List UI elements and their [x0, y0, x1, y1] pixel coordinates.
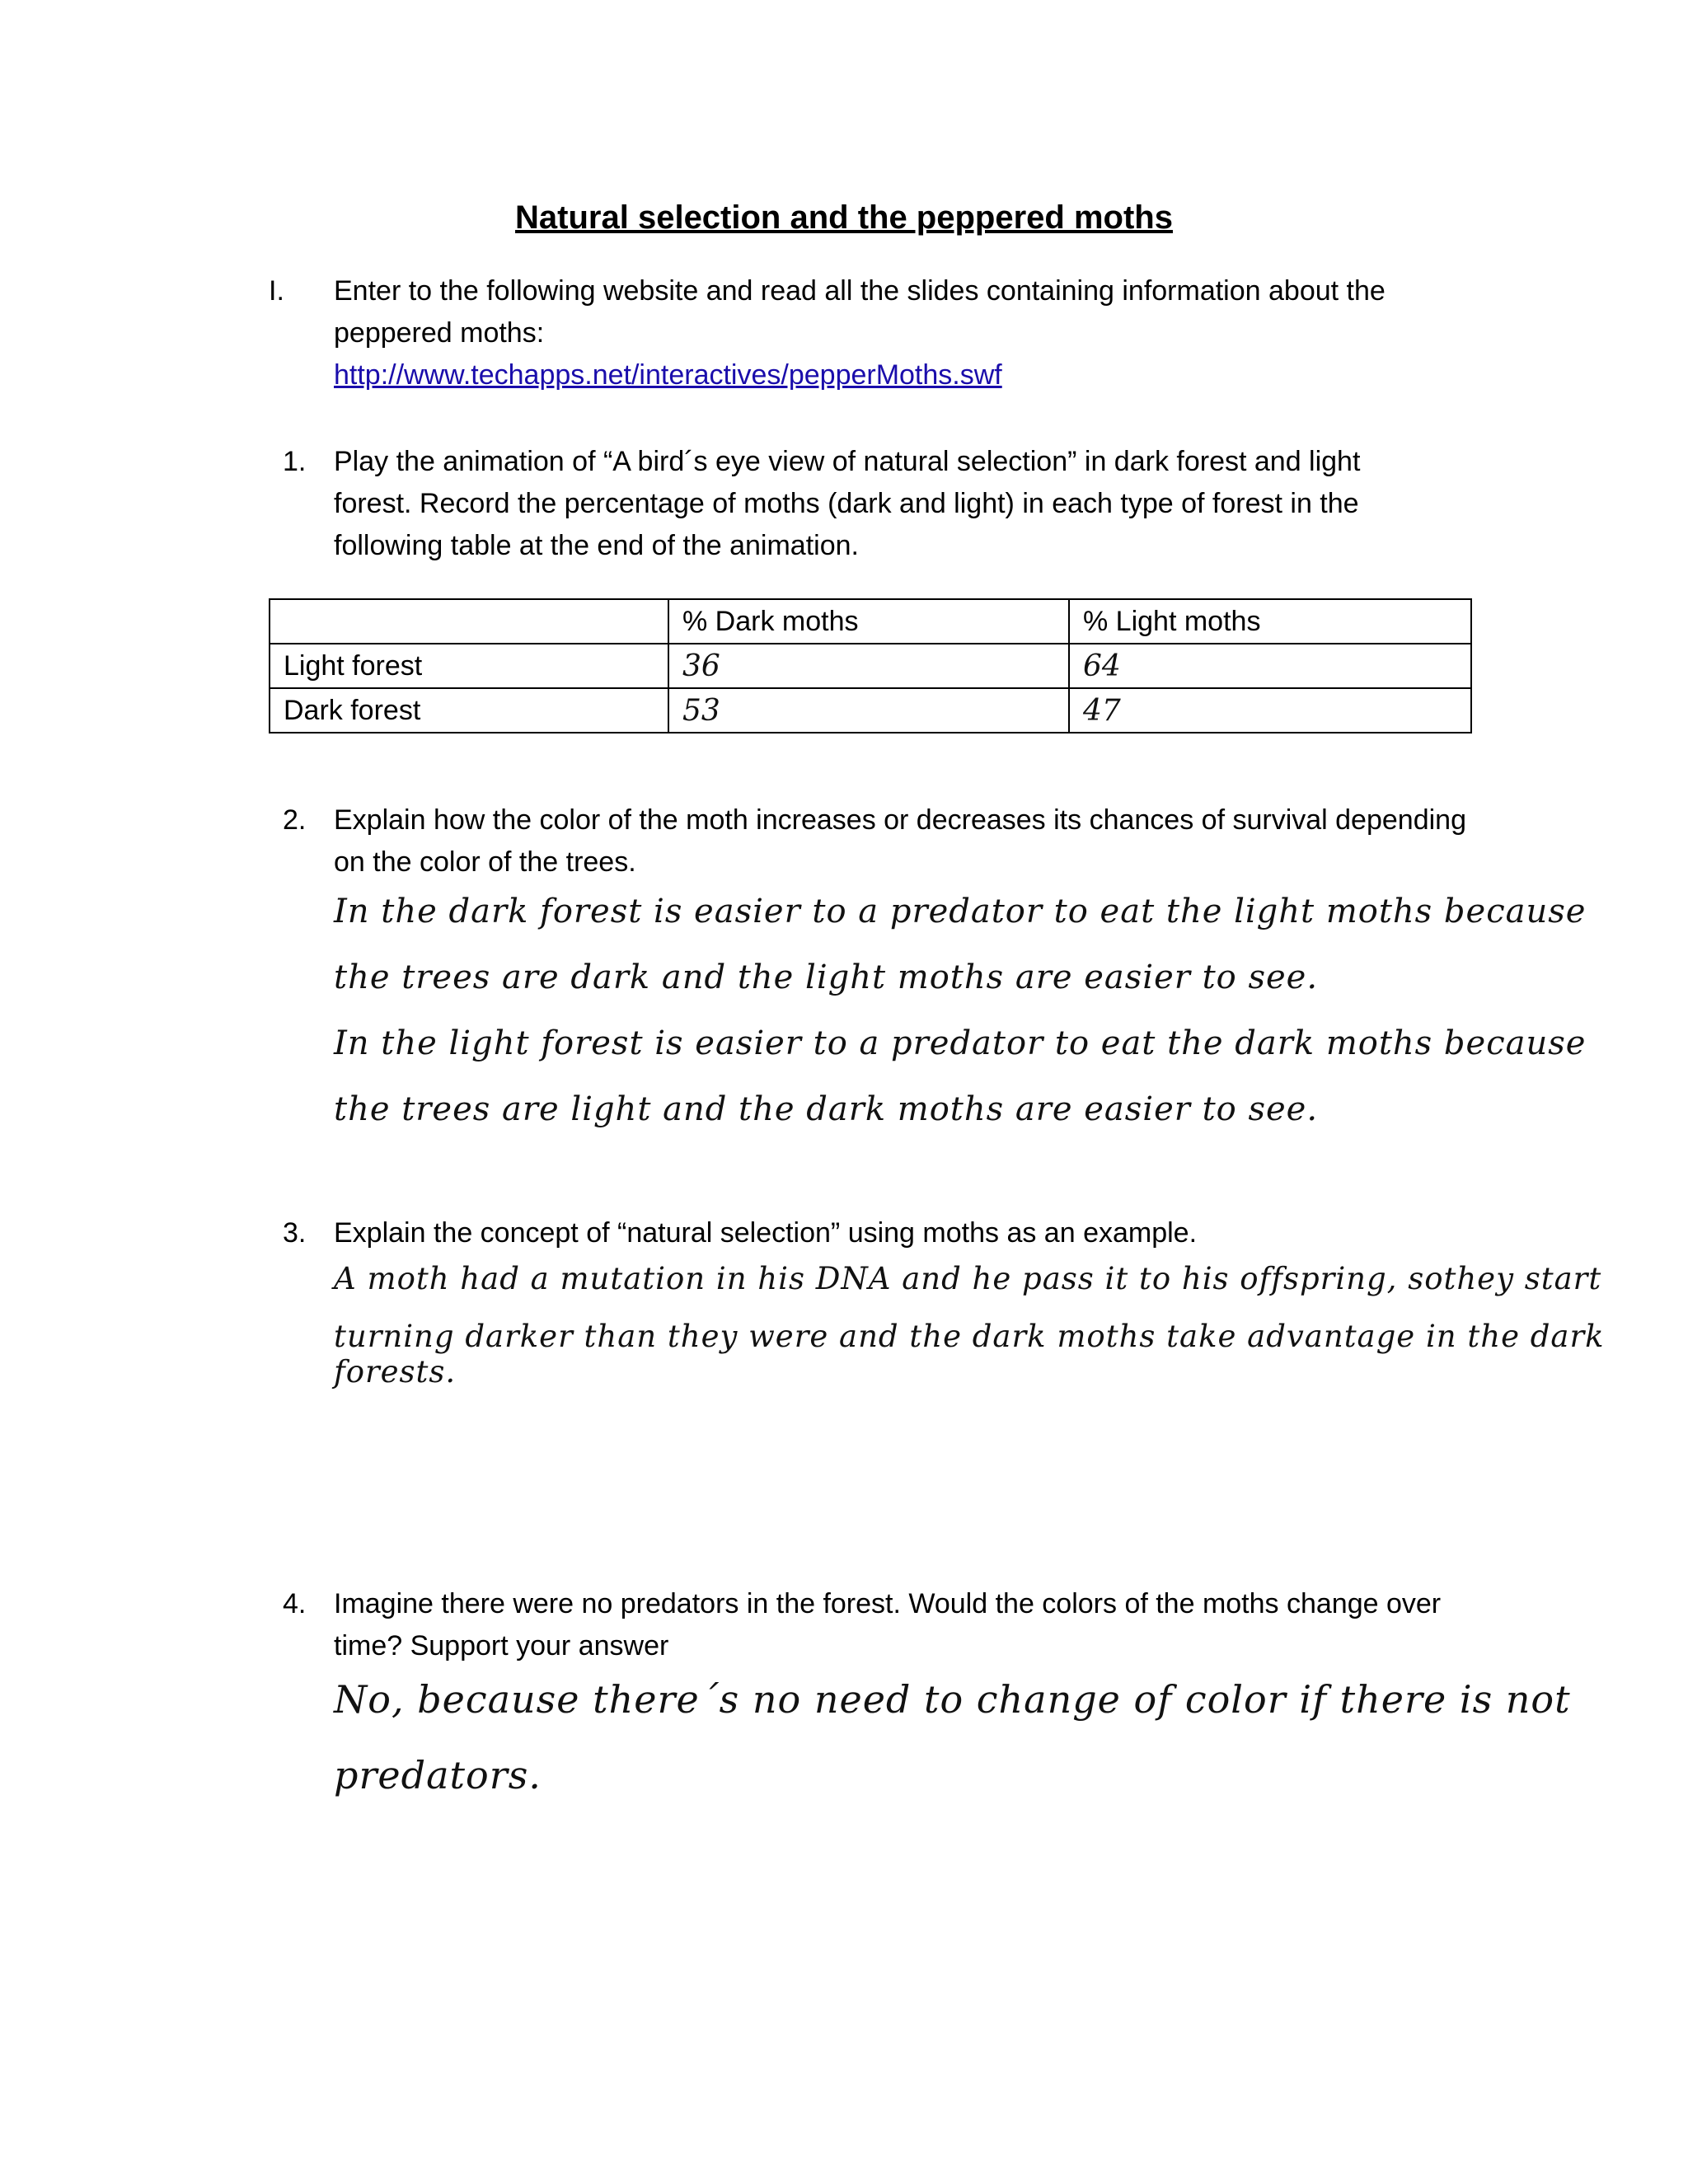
q2-text-line1: Explain how the color of the moth increases or decreases its chances of survival depending [334, 804, 1466, 836]
q4-text-line2: time? Support your answer [334, 1630, 669, 1661]
section-one-text-line1: Enter to the following website and read all the slides containing information about the [334, 275, 1386, 307]
table-row [270, 644, 1471, 688]
table-header-row [270, 599, 1471, 644]
q1-number: 1. [283, 446, 307, 477]
light-moths-value: 47 [1069, 688, 1471, 733]
q2-answer-line: the trees are light and the dark moths are easier to see. [334, 1090, 1319, 1128]
q4-number: 4. [283, 1588, 307, 1619]
q4-answer-line: predators. [334, 1753, 542, 1797]
table-row [270, 688, 1471, 733]
q1-text-line3: following table at the end of the animation. [334, 530, 859, 561]
table-header-cell: % Light moths [1069, 599, 1471, 644]
q3-answer-line: A moth had a mutation in his DNA and he pass it to his offspring, sothey start [334, 1261, 1602, 1296]
dark-moths-value: 53 [668, 688, 1069, 733]
row-label: Light forest [270, 644, 668, 688]
pepper-moths-link[interactable]: http://www.techapps.net/interactives/pepperMoths.swf [334, 359, 1002, 391]
table-header-cell [270, 599, 668, 644]
page-title: Natural selection and the peppered moths [515, 199, 1173, 236]
section-numeral: I. [269, 275, 284, 307]
q2-number: 2. [283, 804, 307, 836]
q3-text-line1: Explain the concept of “natural selection” using moths as an example. [334, 1217, 1198, 1249]
q4-text-line1: Imagine there were no predators in the forest. Would the colors of the moths change over [334, 1588, 1442, 1619]
q3-answer-line: turning darker than they were and the dark moths take advantage in the dark forests. [334, 1319, 1605, 1390]
dark-moths-value: 36 [668, 644, 1069, 688]
light-moths-value: 64 [1069, 644, 1471, 688]
q2-answer-line: the trees are dark and the light moths are easier to see. [334, 958, 1319, 996]
table-header-cell: % Dark moths [668, 599, 1069, 644]
q3-number: 3. [283, 1217, 307, 1249]
q2-answer-line: In the dark forest is easier to a predator to eat the light moths because [334, 893, 1587, 930]
q1-text-line1: Play the animation of “A bird´s eye view of natural selection” in dark forest and light [334, 446, 1361, 477]
section-one-text-line2: peppered moths: [334, 317, 545, 349]
moth-percentage-table [269, 598, 1472, 733]
q2-answer-line: In the light forest is easier to a predator to eat the dark moths because [334, 1024, 1587, 1062]
q1-text-line2: forest. Record the percentage of moths (dark and light) in each type of forest in the [334, 488, 1359, 519]
row-label: Dark forest [270, 688, 668, 733]
q2-text-line2: on the color of the trees. [334, 846, 636, 878]
q4-answer-line: No, because there´s no need to change of color if there is not [334, 1677, 1571, 1722]
